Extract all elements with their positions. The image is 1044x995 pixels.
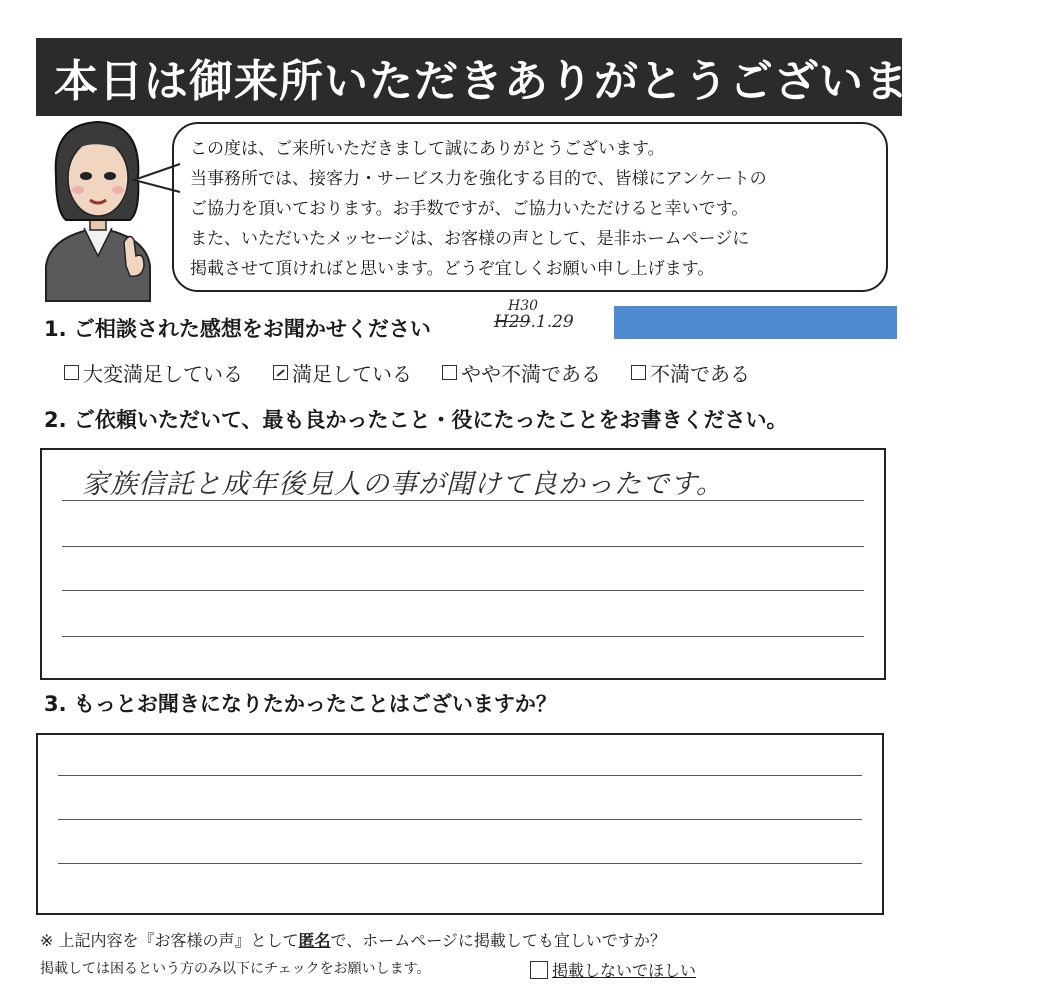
receptionist-illustration	[38, 116, 158, 301]
option-very-satisfied[interactable]	[64, 358, 243, 387]
do-not-publish-label: 掲載しないでほしい	[552, 961, 697, 980]
handwritten-answer: 家族信託と成年後見人の事が聞けて良かったです。	[82, 469, 724, 500]
handwritten-date	[494, 298, 604, 336]
option-satisfied[interactable]	[273, 358, 412, 387]
question3-heading: 3. もっとお聞きになりたかったことはございますか？	[44, 692, 557, 716]
question2-heading: 2. ご依頼いただいて、最も良かったこと・役にたったことをお書きください。	[44, 408, 788, 432]
ruled-line	[58, 863, 862, 864]
greeting-line: この度は、ご来所いただきまして誠にありがとうございます。	[190, 139, 665, 159]
option-label: やや不満である	[461, 362, 601, 386]
footer-text: で、ホームページに掲載しても宜しいですか？	[330, 931, 666, 950]
publish-optout-instruction: 掲載しては困るという方のみ以下にチェックをお願いします。	[40, 961, 431, 977]
page-title-banner	[36, 38, 1044, 116]
date-struck: H29	[494, 312, 531, 332]
ruled-line	[58, 819, 862, 820]
option-somewhat-dissatisfied[interactable]	[442, 358, 601, 387]
ruled-line	[58, 775, 862, 776]
greeting-speech-bubble	[172, 122, 888, 292]
anonymous-emphasis: 匿名	[298, 931, 331, 950]
checkbox[interactable]	[64, 365, 79, 380]
checkbox[interactable]	[273, 365, 288, 380]
greeting-line: 掲載させて頂ければと思います。どうぞ宜しくお願い申し上げます。	[190, 259, 715, 279]
date-value	[494, 312, 574, 332]
do-not-publish-checkbox[interactable]	[530, 961, 548, 979]
question3-answer-box[interactable]	[36, 733, 884, 915]
date-rest: .1.29	[530, 312, 574, 332]
footer-text: ※ 上記内容を『お客様の声』として	[40, 931, 299, 950]
satisfaction-options	[64, 358, 750, 387]
do-not-publish-option[interactable]	[530, 958, 696, 981]
redacted-name-box	[614, 306, 897, 339]
greeting-line: また、いただいたメッセージは、お客様の声として、是非ホームページに	[190, 229, 750, 249]
publish-permission-question	[40, 928, 666, 951]
greeting-line: ご協力を頂いております。お手数ですが、ご協力いただけると幸いです。	[190, 199, 749, 219]
greeting-line: 当事務所では、接客力・サービス力を強化する目的で、皆様にアンケートの	[190, 169, 767, 189]
option-label: 不満である	[650, 362, 750, 386]
ruled-line	[62, 636, 864, 637]
checkbox[interactable]	[442, 365, 457, 380]
option-dissatisfied[interactable]	[631, 358, 750, 387]
date-era: H30	[508, 298, 539, 314]
option-label: 満足している	[292, 362, 412, 386]
ruled-line	[62, 590, 864, 591]
page-title: 本日は御来所いただきありがとうございました。	[54, 56, 1044, 107]
option-label: 大変満足している	[83, 362, 243, 386]
checkbox[interactable]	[631, 365, 646, 380]
ruled-line	[62, 546, 864, 547]
question1-heading: 1. ご相談された感想をお聞かせください	[44, 317, 431, 341]
